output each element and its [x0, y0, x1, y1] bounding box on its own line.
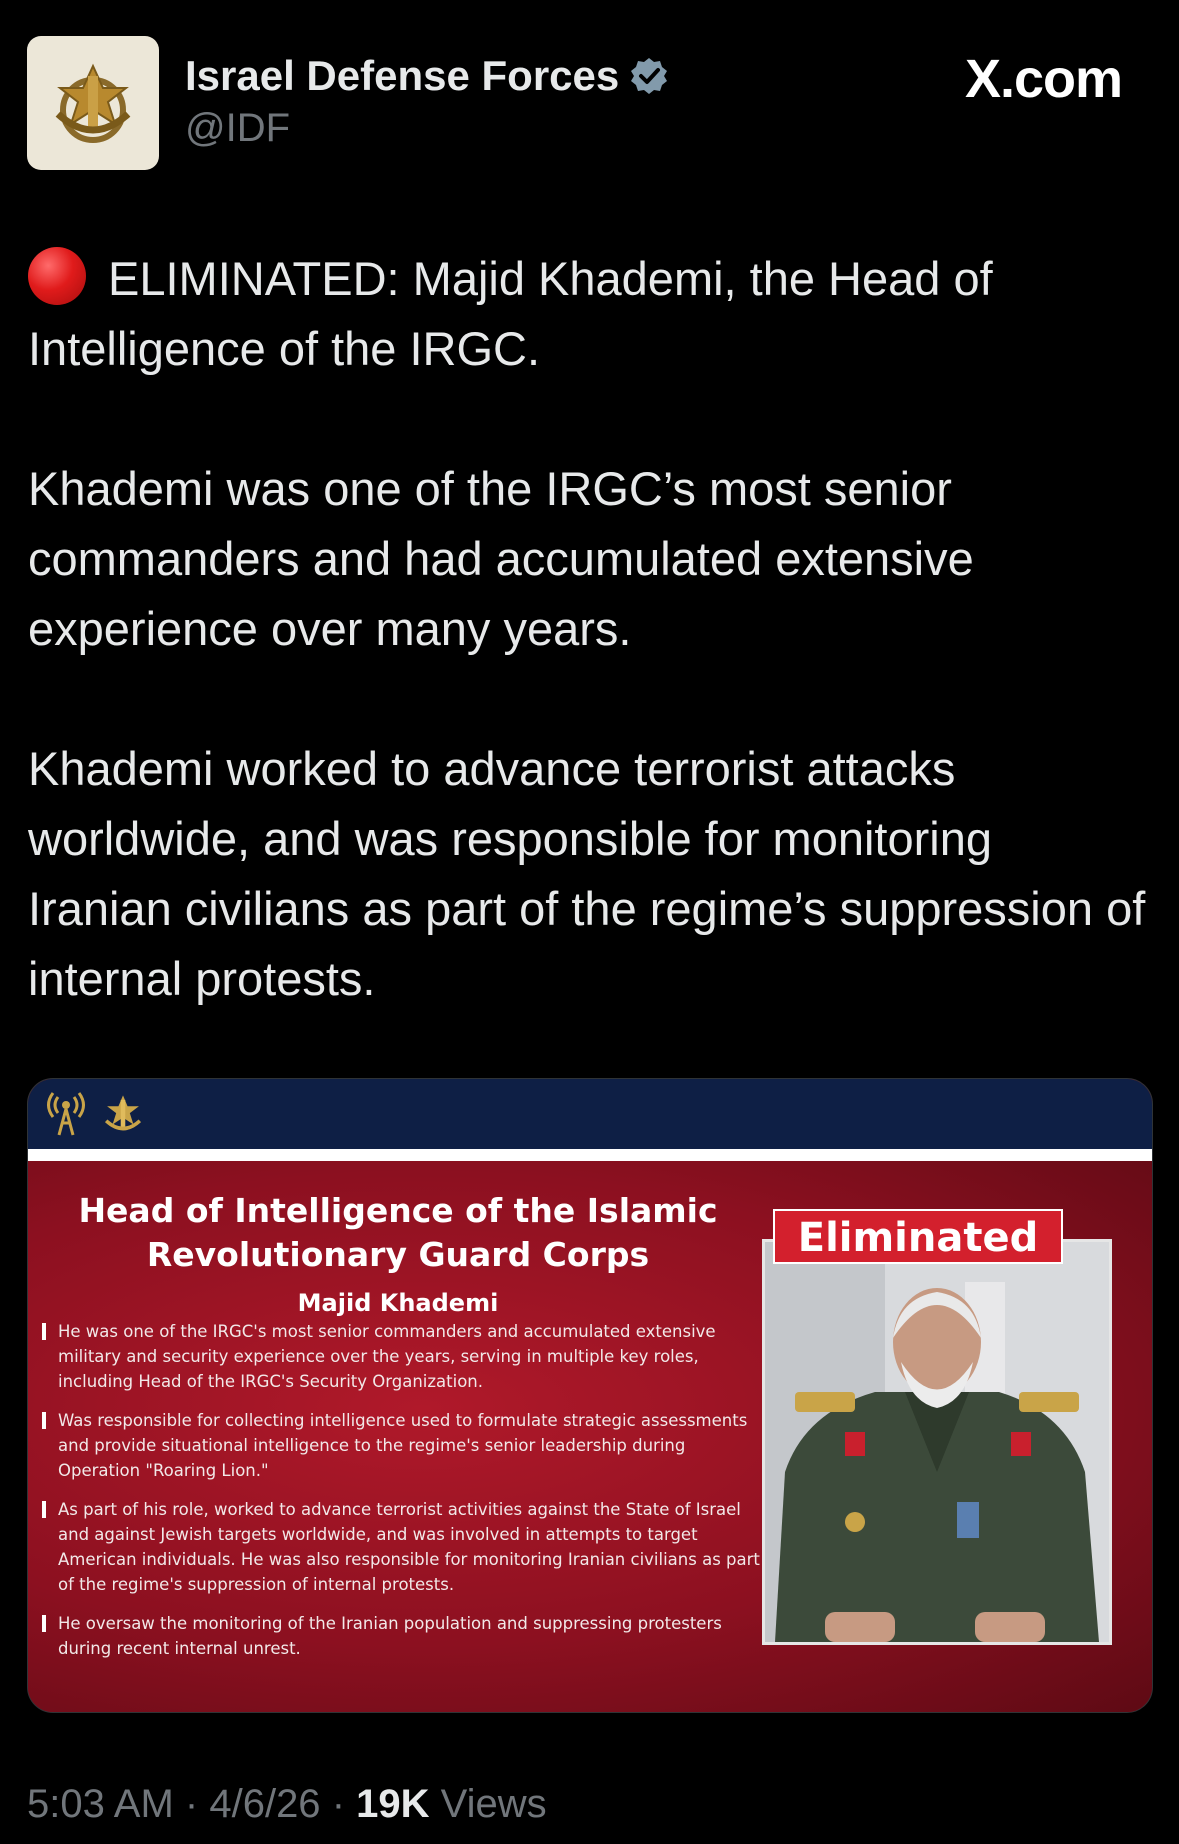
- tweet-time[interactable]: 5:03 AM: [27, 1782, 174, 1826]
- meta-separator: ·: [184, 1782, 199, 1826]
- tweet-paragraph-3: Khademi worked to advance terrorist attacks worldwide, and was responsible for monitoring Iranian civilians as part of the regime’s suppression of internal protests.: [28, 742, 1146, 1005]
- idf-emblem-icon: [98, 1089, 148, 1139]
- tweet-paragraph-1: [28, 244, 1148, 384]
- portrait-image: [765, 1242, 1109, 1642]
- card-bullet-list: [40, 1319, 760, 1675]
- views-count: 19K: [356, 1782, 430, 1826]
- media-card[interactable]: [27, 1078, 1153, 1713]
- eliminated-label: Eliminated: [773, 1209, 1063, 1264]
- idf-emblem-icon: [38, 48, 148, 158]
- portrait-photo: [762, 1239, 1112, 1645]
- brand-watermark: X.com: [964, 49, 1122, 109]
- card-header: [28, 1079, 1153, 1149]
- card-subtitle: Majid Khademi: [297, 1289, 499, 1317]
- author-name-text: Israel Defense Forces: [185, 52, 620, 99]
- author-avatar[interactable]: [27, 36, 159, 170]
- views-label: Views: [440, 1782, 547, 1826]
- card-title: Head of Intelligence of the Islamic Revolutionary Guard Corps: [78, 1191, 718, 1274]
- tweet-paragraph-1-text: ELIMINATED: Majid Khademi, the Head of Intelligence of the IRGC.: [28, 252, 993, 375]
- red-circle-icon: [28, 247, 86, 305]
- tweet-text: [28, 244, 1148, 1014]
- card-bullet-item: Was responsible for collecting intelligence used to formulate strategic assessments and provide situational intelligence to the regime's senior leadership during Operation "Roaring Lion.": [40, 1408, 760, 1483]
- card-bullet-item: As part of his role, worked to advance terrorist activities against the State of Israel and against Jewish targets worldwide, and was involved in attempts to target American individuals. He was also responsible for monitoring Iranian civilians as part of the regime's suppression of internal protests.: [40, 1497, 760, 1597]
- tweet-date[interactable]: 4/6/26: [209, 1782, 321, 1826]
- radio-tower-icon: [46, 1091, 86, 1137]
- card-bullet-item: He was one of the IRGC's most senior commanders and accumulated extensive military and security experience over the years, serving in multiple key roles, including Head of the IRGC's Security Organization.: [40, 1319, 760, 1394]
- author-handle[interactable]: @IDF: [185, 106, 291, 150]
- card-bullet-item: He oversaw the monitoring of the Iranian population and suppressing protesters during recent internal unrest.: [40, 1611, 760, 1661]
- card-divider: [28, 1149, 1152, 1161]
- tweet-meta: [27, 1782, 547, 1827]
- author-name[interactable]: [185, 52, 669, 100]
- tweet-paragraph-2: Khademi was one of the IRGC’s most senior commanders and had accumulated extensive experience over many years.: [28, 462, 974, 655]
- verified-badge-icon: [629, 56, 669, 96]
- meta-separator: ·: [331, 1782, 346, 1826]
